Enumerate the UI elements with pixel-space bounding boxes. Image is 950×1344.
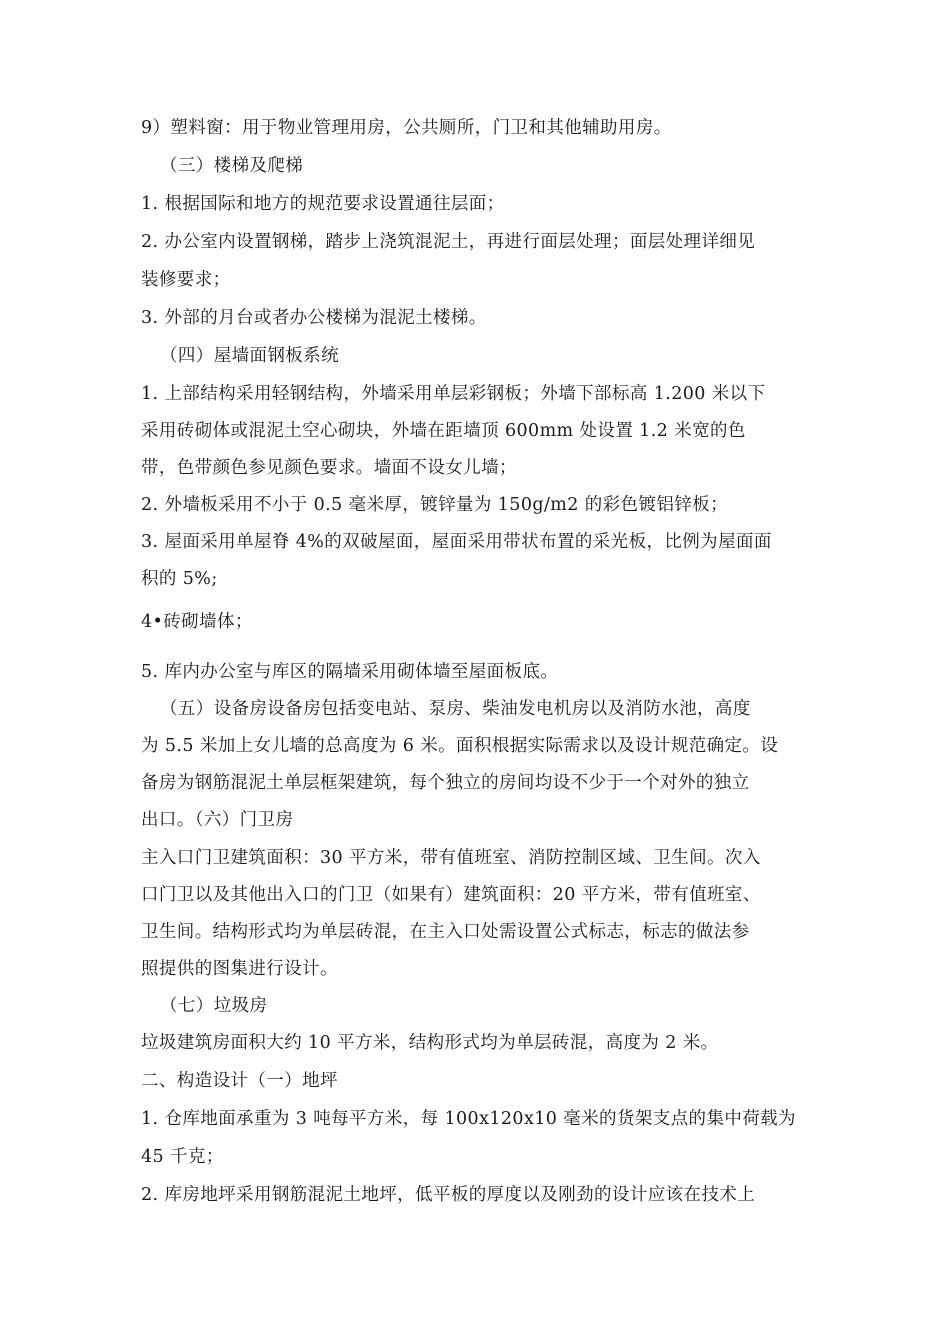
text-line: 1. 根据国际和地方的规范要求设置通往层面；	[141, 194, 505, 214]
text-line: 9）塑料窗：用于物业管理用房，公共厕所，门卫和其他辅助用房。	[141, 118, 672, 138]
text-line: 照提供的图集进行设计。	[141, 959, 338, 979]
section-heading: （七）垃圾房	[160, 996, 268, 1016]
text-line: 为 5.5 米加上女儿墙的总高度为 6 米。面积根据实际需求以及设计规范确定。设	[141, 736, 779, 756]
text-line: 45 千克；	[141, 1147, 224, 1167]
text-line: 1. 仓库地面承重为 3 吨每平方米，每 100x120x10 毫米的货架支点的集中荷载为	[141, 1109, 796, 1129]
text-line: 2. 办公室内设置钢梯，踏步上浇筑混泥土，再进行面层处理；面层处理详细见	[141, 232, 756, 252]
section-heading: （五）设备房设备房包括变电站、泵房、柴油发电机房以及消防水池，高度	[160, 699, 751, 719]
text-line: 出口。（六）门卫房	[141, 810, 294, 830]
text-line: 3. 屋面采用单屋脊 4%的双破屋面，屋面采用带状布置的采光板，比例为屋面面	[141, 532, 772, 552]
text-line: 口门卫以及其他出入口的门卫（如果有）建筑面积：20 平方米，带有值班室、	[141, 885, 761, 905]
text-line: 备房为钢筋混泥土单层框架建筑，每个独立的房间均设不少于一个对外的独立	[141, 773, 750, 793]
section-heading: 二、构造设计（一）地坪	[141, 1071, 338, 1091]
text-line: 采用砖砌体或混泥土空心砌块，外墙在距墙顶 600mm 处设置 1.2 米宽的色	[141, 421, 746, 441]
text-line: 垃圾建筑房面积大约 10 平方米，结构形式均为单层砖混，高度为 2 米。	[141, 1033, 719, 1053]
section-heading: （四）屋墙面钢板系统	[160, 346, 339, 366]
text-line: 装修要求；	[141, 270, 231, 290]
text-line: 带，色带颜色参见颜色要求。墙面不设女儿墙；	[141, 458, 517, 478]
text-line: 4•砖砌墙体；	[141, 612, 253, 632]
text-line: 2. 库房地坪采用钢筋混泥土地坪，低平板的厚度以及刚劲的设计应该在技术上	[141, 1185, 756, 1205]
text-line: 3. 外部的月台或者办公楼梯为混泥土楼梯。	[141, 308, 487, 328]
text-line: 1. 上部结构采用轻钢结构，外墙采用单层彩钢板；外墙下部标高 1.200 米以下	[141, 384, 766, 404]
text-line: 积的 5%;	[141, 569, 218, 589]
section-heading: （三）楼梯及爬梯	[160, 156, 304, 176]
text-line: 5. 库内办公室与库区的隔墙采用砌体墙至屋面板底。	[141, 662, 559, 682]
text-line: 卫生间。结构形式均为单层砖混，在主入口处需设置公式标志，标志的做法参	[141, 922, 750, 942]
text-line: 主入口门卫建筑面积：30 平方米，带有值班室、消防控制区域、卫生间。次入	[141, 848, 761, 868]
text-line: 2. 外墙板采用不小于 0.5 毫米厚，镀锌量为 150g/m2 的彩色镀铝锌板；	[141, 495, 728, 515]
